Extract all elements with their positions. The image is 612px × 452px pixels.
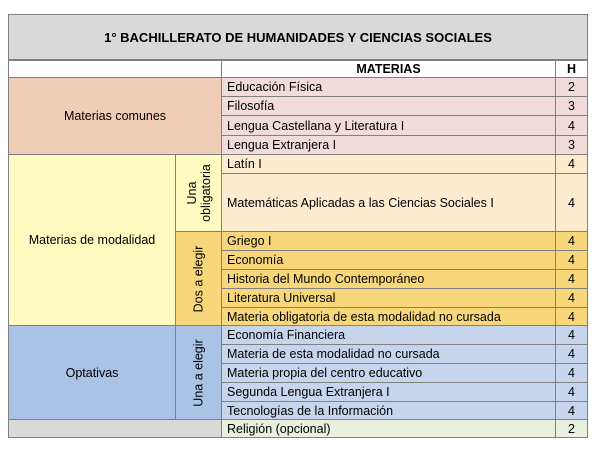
subject-cell: Latín I: [221, 154, 556, 174]
subject-cell: Religión (opcional): [221, 419, 556, 438]
subject-cell: Literatura Universal: [221, 288, 556, 308]
table-title: 1° BACHILLERATO DE HUMANIDADES Y CIENCIAS SOCIALES: [8, 14, 588, 60]
subgroup-una-a-elegir: [175, 325, 222, 420]
hours-cell: 4: [555, 250, 588, 270]
subject-cell: Economía Financiera: [221, 325, 556, 345]
subgroup-dos-a-elegir: [175, 231, 222, 326]
group-materias-de-modalidad: Materias de modalidad: [8, 154, 176, 326]
subject-cell: Materia de esta modalidad no cursada: [221, 344, 556, 364]
religion-blank-cell: [8, 419, 222, 438]
hours-cell: 4: [555, 154, 588, 174]
group-materias-comunes: Materias comunes: [8, 77, 222, 155]
subgroup-label-line2: obligatoria: [198, 164, 213, 222]
subgroup-una-obligatoria: [175, 154, 222, 232]
subject-cell: Filosofía: [221, 96, 556, 116]
hours-cell: 4: [555, 401, 588, 420]
header-hours: H: [555, 60, 588, 78]
subject-cell: Griego I: [221, 231, 556, 251]
hours-cell: 4: [555, 115, 588, 136]
hours-cell: 4: [555, 382, 588, 402]
hours-cell: 4: [555, 173, 588, 232]
hours-cell: 4: [555, 344, 588, 364]
header-blank-cell: [8, 60, 222, 78]
subject-cell: Lengua Extranjera I: [221, 135, 556, 155]
subject-cell: Materia propia del centro educativo: [221, 363, 556, 383]
subgroup-label: Dos a elegir: [191, 245, 206, 312]
subject-cell: Educación Física: [221, 77, 556, 97]
subgroup-label: Una a elegir: [191, 338, 206, 407]
subject-cell: Historia del Mundo Contemporáneo: [221, 269, 556, 289]
hours-cell: 2: [555, 77, 588, 97]
header-subjects: MATERIAS: [221, 60, 556, 78]
hours-cell: 4: [555, 288, 588, 308]
hours-cell: 4: [555, 269, 588, 289]
hours-cell: 4: [555, 231, 588, 251]
subject-cell: Tecnologías de la Información: [221, 401, 556, 420]
subject-cell: Economía: [221, 250, 556, 270]
subject-cell: Lengua Castellana y Literatura I: [221, 115, 556, 136]
group-optativas: Optativas: [8, 325, 176, 420]
subgroup-label-line1: Una: [184, 181, 199, 205]
hours-cell: 3: [555, 96, 588, 116]
hours-cell: 4: [555, 307, 588, 326]
subject-cell: Materia obligatoria de esta modalidad no cursada: [221, 307, 556, 326]
hours-cell: 3: [555, 135, 588, 155]
hours-cell: 4: [555, 363, 588, 383]
hours-cell: 4: [555, 325, 588, 345]
hours-cell: 2: [555, 419, 588, 438]
subject-cell: Segunda Lengua Extranjera I: [221, 382, 556, 402]
subject-cell: Matemáticas Aplicadas a las Ciencias Sociales I: [221, 173, 556, 232]
